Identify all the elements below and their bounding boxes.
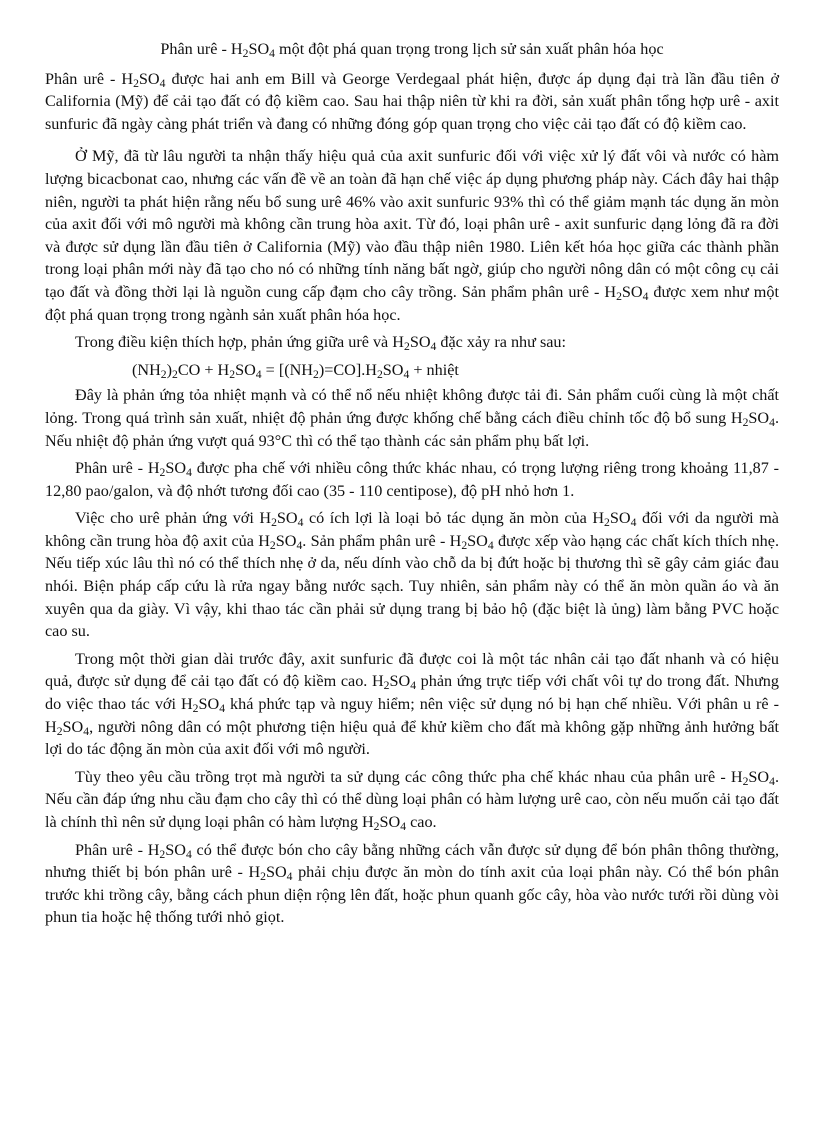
body-paragraph: Đây là phản ứng tỏa nhiệt mạnh và có thể nổ nếu nhiệt không được tải đi. Sản phẩm cuối cùng là một chất lỏng. Trong quá trình sản xuất, nhiệt độ phản ứng được khống chế bằng cách điều chỉnh tốc độ bổ sung $H_2SO_4$. Nếu nhiệt độ phản ứng vượt quá 93°C thì có thể tạo thành các sản phẩm phụ bất lợi. [45, 386, 779, 450]
body-paragraph: Tùy theo yêu cầu trồng trọt mà người ta sử dụng các công thức pha chế khác nhau của phân urê - $H_2SO_4$. Nếu cần đáp ứng nhu cầu đạm cho cây thì có thể dùng loại phân có hàm lượng urê cao, còn nếu muốn cải tạo đất là chính thì nên sử dụng loại phân có hàm lượng $H_2SO_4$ cao. [45, 767, 779, 833]
body-paragraph: Phân urê - $H_2SO_4$ có thể được bón cho cây bằng những cách vẫn được sử dụng để bón phân thông thường, nhưng thiết bị bón phân urê - $H_2SO_4$ phải chịu được ăn mòn do tính axit của loại phân này. Có thể bón phân trước khi trồng cây, bằng cách phun diện rộng lên đất, hoặc phun quanh gốc cây, hòa vào nước tưới rồi dùng vòi phun tia hoặc hệ thống tưới nhỏ giọt. [45, 840, 779, 927]
document-page [45, 38, 779, 934]
intro-paragraph: Phân urê - $H_2SO_4$ được hai anh em Bill và George Verdegaal phát hiện, được áp dụng đại trà lần đầu tiên ở California (Mỹ) để cải tạo đất có độ kiềm cao. Sau hai thập niên từ khi ra đời, sản xuất phân tổng hợp urê - axit sunfuric đã ngày càng phát triển và đang có những đóng góp quan trọng cho việc cải tạo đất có độ kiềm cao. [45, 69, 779, 133]
body-paragraph: Việc cho urê phản ứng với $H_2SO_4$ có ích lợi là loại bỏ tác dụng ăn mòn của $H_2SO_4$ đối với da người mà không cần trung hòa độ axit của $H_2SO_4$. Sản phẩm phân urê - $H_2SO_4$ được xếp vào hạng các chất kích thích nhẹ. Nếu tiếp xúc lâu thì nó có thể thích nhẹ ở da, nếu dính vào chỗ da bị đứt hoặc bị thương thì sẽ gây cảm giác đau nhói. Biện pháp cấp cứu là rửa ngay bằng nước sạch. Tuy nhiên, sản phẩm này có thể ăn mòn quần áo và ăn xuyên qua da giày. Vì vậy, khi thao tác cần phải sử dụng trang bị bảo hộ (đặc biệt là ủng) làm bằng PVC hoặc cao su. [45, 509, 780, 641]
body-paragraph: Ở Mỹ, đã từ lâu người ta nhận thấy hiệu quả của axit sunfuric đối với việc xử lý đất vôi và nước có hàm lượng bicacbonat cao, nhưng các vấn đề về an toàn đã hạn chế việc áp dụng phương pháp này. Cách đây hai thập niên, người ta phát hiện rằng nếu bổ sung urê 46% vào axit sunfuric 93% thì có thể giảm mạnh tác dụng ăn mòn của axit đối với mô người mà không cần trung hòa axit. Từ đó, loại phân urê - axit sunfuric dạng lỏng đã ra đời và được sử dụng lần đầu tiên ở California (Mỹ) vào đầu thập niên 1980. Liên kết hóa học giữa các thành phần trong loại phân mới này đã tạo cho nó có những tính năng bất ngờ, giúp cho người nông dân có một công cụ cải tạo đất và đồng thời lại là nguồn cung cấp đạm cho cây trồng. Sản phẩm phân urê - $H_2SO_4$ được xem như một đột phá quan trọng trong ngành sản xuất phân hóa học. [45, 147, 779, 324]
reaction-equation: $(NH_2)_2CO + H_2SO_4 = [(NH_2)=CO].H_2SO_4$ + nhiệt [132, 360, 459, 381]
body-paragraph: Trong một thời gian dài trước đây, axit sunfuric đã được coi là một tác nhân cải tạo đất nhanh và có hiệu quả, được sử dụng để cải tạo đất có độ kiềm cao. $H_2SO_4$ phản ứng trực tiếp với chất vôi tự do trong đất. Nhưng do việc thao tác với $H_2SO_4$ khá phức tạp và nguy hiểm; nên việc sử dụng nó bị hạn chế nhiều. Với phân u rê - $H_2SO_4$, người nông dân có một phương tiện hiệu quả để khử kiềm cho đất mà không gặp những ảnh hưởng bất lợi do tác động ăn mòn của axit đối với mô người. [45, 649, 779, 759]
document-title: Phân urê - $H_2SO_4$ một đột phá quan trọng trong lịch sử sản xuất phân hóa học [160, 40, 664, 60]
body-paragraph: Trong điều kiện thích hợp, phản ứng giữa urê và $H_2SO_4$ đặc xảy ra như sau: [75, 333, 567, 354]
body-paragraph: Phân urê - $H_2SO_4$ được pha chế với nhiều công thức khác nhau, có trọng lượng riêng trong khoảng 11,87 - 12,80 pao/galon, và độ nhớt tương đối cao (35 - 110 centipose), độ pH nhỏ hơn 1. [45, 459, 779, 500]
